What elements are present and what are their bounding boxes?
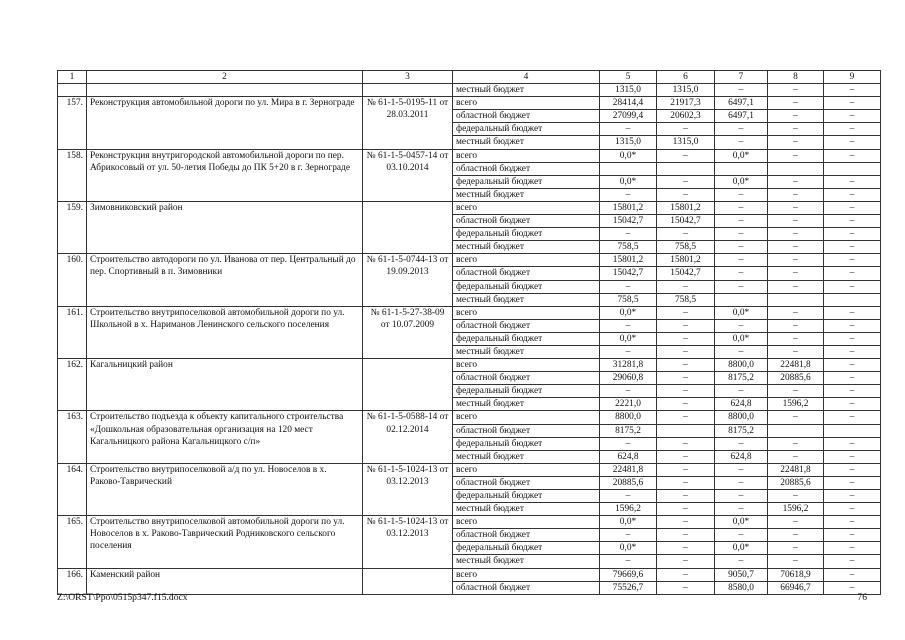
value-cell: 15801,2 bbox=[657, 201, 715, 214]
value-cell: 15042,7 bbox=[657, 267, 715, 280]
value-cell: 624,8 bbox=[715, 450, 768, 463]
value-cell: – bbox=[600, 280, 657, 293]
value-cell: – bbox=[657, 359, 715, 372]
value-cell: 758,5 bbox=[600, 241, 657, 254]
value-cell: – bbox=[824, 516, 881, 529]
value-cell: – bbox=[824, 476, 881, 489]
document-number: № 61-1-5-0195-11 от 28.03.2011 bbox=[363, 97, 453, 149]
value-cell: – bbox=[600, 490, 657, 503]
value-cell: – bbox=[768, 490, 824, 503]
budget-type-cell: местный бюджет bbox=[453, 84, 600, 97]
value-cell: – bbox=[768, 201, 824, 214]
value-cell: 20602,3 bbox=[657, 110, 715, 123]
value-cell: 8580,0 bbox=[715, 581, 768, 594]
row-number: 166. bbox=[58, 568, 87, 594]
value-cell: – bbox=[715, 345, 768, 358]
value-cell: 1596,2 bbox=[768, 398, 824, 411]
budget-type-cell: всего bbox=[453, 97, 600, 110]
value-cell: 0,0* bbox=[600, 306, 657, 319]
value-cell bbox=[768, 424, 824, 437]
value-cell: – bbox=[715, 123, 768, 136]
row-number: 163. bbox=[58, 411, 87, 463]
value-cell bbox=[768, 162, 824, 175]
header-cell: 8 bbox=[768, 71, 824, 84]
value-cell: – bbox=[768, 175, 824, 188]
document-number: № 61-1-5-0744-13 от 19.09.2013 bbox=[363, 254, 453, 306]
value-cell: – bbox=[768, 188, 824, 201]
value-cell: 15042,7 bbox=[600, 215, 657, 228]
budget-type-cell: всего bbox=[453, 411, 600, 424]
value-cell bbox=[824, 293, 881, 306]
value-cell: – bbox=[715, 228, 768, 241]
value-cell: – bbox=[824, 359, 881, 372]
document-number bbox=[363, 359, 453, 411]
value-cell: 8175,2 bbox=[715, 372, 768, 385]
value-cell: – bbox=[768, 228, 824, 241]
value-cell: – bbox=[824, 332, 881, 345]
budget-type-cell: областной бюджет bbox=[453, 215, 600, 228]
object-name: Строительство подъезда к объекту капитального строительства «Дошкольная образовательная организация на 120 мест Кагальницкого района Кагальницкого с/п» bbox=[87, 411, 363, 463]
value-cell: – bbox=[824, 345, 881, 358]
budget-type-cell: федеральный бюджет bbox=[453, 490, 600, 503]
document-number: № 61-1-5-0588-14 от 02.12.2014 bbox=[363, 411, 453, 463]
value-cell: – bbox=[600, 319, 657, 332]
value-cell: – bbox=[715, 84, 768, 97]
empty-cell bbox=[87, 84, 363, 97]
value-cell: – bbox=[768, 411, 824, 424]
value-cell: 22481,8 bbox=[600, 463, 657, 476]
value-cell: – bbox=[715, 476, 768, 489]
value-cell: – bbox=[600, 188, 657, 201]
value-cell: 0,0* bbox=[715, 306, 768, 319]
value-cell: – bbox=[715, 254, 768, 267]
empty-cell bbox=[58, 84, 87, 97]
value-cell: – bbox=[824, 228, 881, 241]
value-cell: 624,8 bbox=[715, 398, 768, 411]
value-cell: – bbox=[824, 149, 881, 162]
value-cell: – bbox=[824, 110, 881, 123]
budget-type-cell: местный бюджет bbox=[453, 345, 600, 358]
document-number bbox=[363, 201, 453, 253]
value-cell: – bbox=[715, 529, 768, 542]
value-cell: – bbox=[768, 110, 824, 123]
value-cell: 758,5 bbox=[657, 241, 715, 254]
value-cell: – bbox=[657, 476, 715, 489]
value-cell: 20885,6 bbox=[768, 372, 824, 385]
value-cell: – bbox=[768, 319, 824, 332]
page-number: 76 bbox=[857, 592, 867, 603]
value-cell: – bbox=[768, 280, 824, 293]
table-row bbox=[58, 411, 881, 424]
value-cell: – bbox=[715, 241, 768, 254]
budget-type-cell: всего bbox=[453, 516, 600, 529]
value-cell bbox=[715, 162, 768, 175]
budget-type-cell: местный бюджет bbox=[453, 450, 600, 463]
value-cell: 75526,7 bbox=[600, 581, 657, 594]
value-cell: – bbox=[715, 490, 768, 503]
budget-type-cell: областной бюджет bbox=[453, 372, 600, 385]
value-cell: – bbox=[824, 188, 881, 201]
value-cell: – bbox=[715, 136, 768, 149]
value-cell: – bbox=[824, 385, 881, 398]
budget-type-cell: областной бюджет bbox=[453, 162, 600, 175]
budget-type-cell: федеральный бюджет bbox=[453, 385, 600, 398]
value-cell bbox=[768, 293, 824, 306]
budget-type-cell: областной бюджет bbox=[453, 267, 600, 280]
value-cell: – bbox=[768, 437, 824, 450]
budget-type-cell: всего bbox=[453, 463, 600, 476]
row-number: 162. bbox=[58, 359, 87, 411]
value-cell: – bbox=[715, 385, 768, 398]
value-cell: – bbox=[657, 123, 715, 136]
value-cell: 22481,8 bbox=[768, 463, 824, 476]
value-cell: – bbox=[768, 241, 824, 254]
document-number: № 61-1-5-1024-13 от 03.12.2013 bbox=[363, 463, 453, 515]
value-cell: – bbox=[600, 228, 657, 241]
value-cell: 15801,2 bbox=[600, 254, 657, 267]
value-cell: 0,0* bbox=[600, 149, 657, 162]
table-row bbox=[58, 463, 881, 476]
value-cell: – bbox=[824, 568, 881, 581]
budget-type-cell: федеральный бюджет bbox=[453, 228, 600, 241]
row-number: 157. bbox=[58, 97, 87, 149]
budget-type-cell: местный бюджет bbox=[453, 555, 600, 568]
value-cell: – bbox=[768, 306, 824, 319]
header-cell: 7 bbox=[715, 71, 768, 84]
value-cell: – bbox=[768, 123, 824, 136]
budget-type-cell: всего bbox=[453, 306, 600, 319]
object-name: Строительство автодороги по ул. Иванова от пер. Центральный до пер. Спортивный в п. Зимовники bbox=[87, 254, 363, 306]
budget-type-cell: всего bbox=[453, 149, 600, 162]
value-cell: – bbox=[657, 332, 715, 345]
value-cell: – bbox=[657, 542, 715, 555]
value-cell: – bbox=[715, 555, 768, 568]
value-cell: 0,0* bbox=[715, 175, 768, 188]
value-cell: – bbox=[657, 581, 715, 594]
value-cell: 8800,0 bbox=[715, 359, 768, 372]
value-cell: – bbox=[824, 306, 881, 319]
value-cell: – bbox=[600, 345, 657, 358]
value-cell: – bbox=[768, 267, 824, 280]
value-cell: – bbox=[824, 581, 881, 594]
budget-type-cell: областной бюджет bbox=[453, 110, 600, 123]
value-cell: – bbox=[715, 188, 768, 201]
budget-type-cell: местный бюджет bbox=[453, 136, 600, 149]
value-cell: – bbox=[600, 385, 657, 398]
value-cell: – bbox=[824, 319, 881, 332]
footer-file-path: Z:\ORST\Ppo\0515p347.f15.docx bbox=[57, 592, 188, 603]
table-row bbox=[58, 149, 881, 162]
value-cell: 22481,8 bbox=[768, 359, 824, 372]
table-row bbox=[58, 359, 881, 372]
header-cell: 5 bbox=[600, 71, 657, 84]
value-cell: – bbox=[768, 332, 824, 345]
value-cell: – bbox=[824, 267, 881, 280]
value-cell: – bbox=[824, 398, 881, 411]
value-cell: 624,8 bbox=[600, 450, 657, 463]
value-cell: 27099,4 bbox=[600, 110, 657, 123]
row-number: 158. bbox=[58, 149, 87, 201]
value-cell bbox=[657, 424, 715, 437]
value-cell: 1315,0 bbox=[657, 136, 715, 149]
value-cell: – bbox=[768, 385, 824, 398]
value-cell: 758,5 bbox=[657, 293, 715, 306]
value-cell: – bbox=[715, 503, 768, 516]
value-cell: – bbox=[715, 437, 768, 450]
value-cell: – bbox=[657, 345, 715, 358]
value-cell: – bbox=[824, 372, 881, 385]
value-cell: 15801,2 bbox=[657, 254, 715, 267]
table-row bbox=[58, 568, 881, 581]
budget-type-cell: федеральный бюджет bbox=[453, 437, 600, 450]
object-name: Реконструкция внутригородской автомобильной дороги по пер. Абрикосовый от ул. 50-летия Победы до ПК 5+20 в г. Зернограде bbox=[87, 149, 363, 201]
value-cell: – bbox=[657, 463, 715, 476]
budget-type-cell: всего bbox=[453, 254, 600, 267]
value-cell: – bbox=[715, 201, 768, 214]
value-cell: – bbox=[600, 123, 657, 136]
value-cell: – bbox=[824, 437, 881, 450]
value-cell: – bbox=[600, 555, 657, 568]
value-cell: – bbox=[715, 280, 768, 293]
document-number: № 61-1-5-1024-13 от 03.12.2013 bbox=[363, 516, 453, 568]
object-name: Кагальницкий район bbox=[87, 359, 363, 411]
value-cell: 0,0* bbox=[715, 149, 768, 162]
value-cell: – bbox=[824, 411, 881, 424]
value-cell: – bbox=[657, 529, 715, 542]
value-cell: – bbox=[824, 215, 881, 228]
value-cell: 0,0* bbox=[600, 175, 657, 188]
value-cell: 1315,0 bbox=[657, 84, 715, 97]
value-cell: – bbox=[824, 136, 881, 149]
budget-type-cell: федеральный бюджет bbox=[453, 332, 600, 345]
value-cell: – bbox=[768, 555, 824, 568]
header-cell: 6 bbox=[657, 71, 715, 84]
value-cell: 15042,7 bbox=[657, 215, 715, 228]
document-number: № 61-1-5-27-38-09 от 10.07.2009 bbox=[363, 306, 453, 358]
value-cell: 6497,1 bbox=[715, 97, 768, 110]
value-cell: – bbox=[824, 123, 881, 136]
value-cell: – bbox=[768, 97, 824, 110]
budget-type-cell: всего bbox=[453, 359, 600, 372]
value-cell: 8800,0 bbox=[600, 411, 657, 424]
value-cell bbox=[715, 293, 768, 306]
row-number: 159. bbox=[58, 201, 87, 253]
budget-type-cell: всего bbox=[453, 568, 600, 581]
value-cell: 0,0* bbox=[600, 332, 657, 345]
value-cell: – bbox=[657, 280, 715, 293]
value-cell: – bbox=[768, 516, 824, 529]
value-cell: 29060,8 bbox=[600, 372, 657, 385]
object-name: Реконструкция автомобильной дороги по ул. Мира в г. Зернограде bbox=[87, 97, 363, 149]
value-cell: – bbox=[657, 555, 715, 568]
budget-type-cell: федеральный бюджет bbox=[453, 175, 600, 188]
value-cell: 0,0* bbox=[715, 542, 768, 555]
value-cell: – bbox=[715, 215, 768, 228]
table-row bbox=[58, 84, 881, 97]
value-cell: – bbox=[824, 175, 881, 188]
value-cell: 0,0* bbox=[715, 332, 768, 345]
value-cell: 79669,6 bbox=[600, 568, 657, 581]
value-cell: – bbox=[657, 398, 715, 411]
document-number bbox=[363, 568, 453, 594]
budget-type-cell: областной бюджет bbox=[453, 476, 600, 489]
object-name: Зимовниковский район bbox=[87, 201, 363, 253]
value-cell: – bbox=[657, 385, 715, 398]
value-cell: 0,0* bbox=[600, 542, 657, 555]
budget-type-cell: федеральный бюджет bbox=[453, 280, 600, 293]
value-cell: – bbox=[715, 463, 768, 476]
value-cell: – bbox=[768, 345, 824, 358]
value-cell: – bbox=[657, 503, 715, 516]
budget-type-cell: местный бюджет bbox=[453, 398, 600, 411]
value-cell: – bbox=[824, 97, 881, 110]
object-name: Строительство внутрипоселковой автомобильной дороги по ул. Школьной в х. Нариманов Ленинского сельского поселения bbox=[87, 306, 363, 358]
value-cell: – bbox=[657, 149, 715, 162]
table-row bbox=[58, 201, 881, 214]
value-cell: – bbox=[824, 490, 881, 503]
object-name: Строительство внутрипоселковой а/д по ул. Новоселов в х. Раково-Таврический bbox=[87, 463, 363, 515]
value-cell: – bbox=[768, 84, 824, 97]
empty-cell bbox=[363, 84, 453, 97]
header-cell: 3 bbox=[363, 71, 453, 84]
value-cell: 2221,0 bbox=[600, 398, 657, 411]
value-cell: – bbox=[768, 215, 824, 228]
value-cell bbox=[657, 162, 715, 175]
value-cell: – bbox=[768, 529, 824, 542]
row-number: 164. bbox=[58, 463, 87, 515]
value-cell: – bbox=[824, 529, 881, 542]
document-number: № 61-1-5-0457-14 от 03.10.2014 bbox=[363, 149, 453, 201]
budget-type-cell: федеральный бюджет bbox=[453, 123, 600, 136]
budget-type-cell: местный бюджет bbox=[453, 503, 600, 516]
budget-type-cell: областной бюджет bbox=[453, 529, 600, 542]
value-cell: – bbox=[657, 516, 715, 529]
value-cell: – bbox=[657, 306, 715, 319]
value-cell: – bbox=[715, 319, 768, 332]
row-number: 160. bbox=[58, 254, 87, 306]
value-cell: – bbox=[824, 463, 881, 476]
table-row bbox=[58, 254, 881, 267]
value-cell: – bbox=[824, 280, 881, 293]
value-cell: – bbox=[657, 437, 715, 450]
value-cell: 70618,9 bbox=[768, 568, 824, 581]
value-cell: 21917,3 bbox=[657, 97, 715, 110]
value-cell: 1596,2 bbox=[768, 503, 824, 516]
value-cell: 6497,1 bbox=[715, 110, 768, 123]
budget-table bbox=[57, 70, 881, 595]
budget-type-cell: местный бюджет bbox=[453, 188, 600, 201]
row-number: 165. bbox=[58, 516, 87, 568]
value-cell: – bbox=[824, 503, 881, 516]
value-cell: 66946,7 bbox=[768, 581, 824, 594]
value-cell: 8175,2 bbox=[715, 424, 768, 437]
value-cell: – bbox=[657, 319, 715, 332]
header-cell: 2 bbox=[87, 71, 363, 84]
value-cell: 28414,4 bbox=[600, 97, 657, 110]
budget-type-cell: областной бюджет bbox=[453, 424, 600, 437]
value-cell: – bbox=[768, 149, 824, 162]
value-cell: – bbox=[768, 254, 824, 267]
value-cell: – bbox=[824, 201, 881, 214]
row-number: 161. bbox=[58, 306, 87, 358]
budget-type-cell: всего bbox=[453, 201, 600, 214]
object-name: Строительство внутрипоселковой автомобильной дороги по ул. Новоселов в х. Раково-Таврический Родниковского сельского поселения bbox=[87, 516, 363, 568]
header-cell: 4 bbox=[453, 71, 600, 84]
value-cell: – bbox=[657, 188, 715, 201]
value-cell: 15801,2 bbox=[600, 201, 657, 214]
value-cell: – bbox=[824, 555, 881, 568]
value-cell: 20885,6 bbox=[768, 476, 824, 489]
value-cell: 1596,2 bbox=[600, 503, 657, 516]
value-cell: 1315,0 bbox=[600, 136, 657, 149]
value-cell: – bbox=[824, 450, 881, 463]
value-cell: – bbox=[657, 450, 715, 463]
value-cell bbox=[600, 162, 657, 175]
value-cell: – bbox=[824, 241, 881, 254]
value-cell: 8175,2 bbox=[600, 424, 657, 437]
value-cell: – bbox=[824, 542, 881, 555]
value-cell: – bbox=[768, 542, 824, 555]
header-row bbox=[58, 71, 881, 84]
value-cell: 0,0* bbox=[600, 516, 657, 529]
value-cell: – bbox=[657, 411, 715, 424]
value-cell: – bbox=[657, 175, 715, 188]
table-row bbox=[58, 516, 881, 529]
value-cell: 0,0* bbox=[715, 516, 768, 529]
table-row bbox=[58, 306, 881, 319]
header-cell: 9 bbox=[824, 71, 881, 84]
object-name: Каменский район bbox=[87, 568, 363, 594]
budget-type-cell: местный бюджет bbox=[453, 241, 600, 254]
value-cell: – bbox=[768, 136, 824, 149]
table-row bbox=[58, 97, 881, 110]
value-cell: – bbox=[715, 267, 768, 280]
value-cell: 1315,0 bbox=[600, 84, 657, 97]
value-cell: – bbox=[657, 490, 715, 503]
budget-type-cell: федеральный бюджет bbox=[453, 542, 600, 555]
value-cell: – bbox=[824, 84, 881, 97]
value-cell: – bbox=[657, 568, 715, 581]
value-cell: – bbox=[600, 437, 657, 450]
value-cell: 758,5 bbox=[600, 293, 657, 306]
value-cell: – bbox=[657, 372, 715, 385]
value-cell: 9050,7 bbox=[715, 568, 768, 581]
value-cell: – bbox=[657, 228, 715, 241]
value-cell: – bbox=[768, 450, 824, 463]
budget-type-cell: местный бюджет bbox=[453, 293, 600, 306]
value-cell bbox=[824, 424, 881, 437]
budget-type-cell: областной бюджет bbox=[453, 319, 600, 332]
value-cell: 8800,0 bbox=[715, 411, 768, 424]
value-cell bbox=[824, 162, 881, 175]
value-cell: 15042,7 bbox=[600, 267, 657, 280]
value-cell: – bbox=[600, 529, 657, 542]
value-cell: 20885,6 bbox=[600, 476, 657, 489]
value-cell: – bbox=[824, 254, 881, 267]
budget-type-cell: областной бюджет bbox=[453, 581, 600, 594]
header-cell: 1 bbox=[58, 71, 87, 84]
value-cell: 31281,8 bbox=[600, 359, 657, 372]
